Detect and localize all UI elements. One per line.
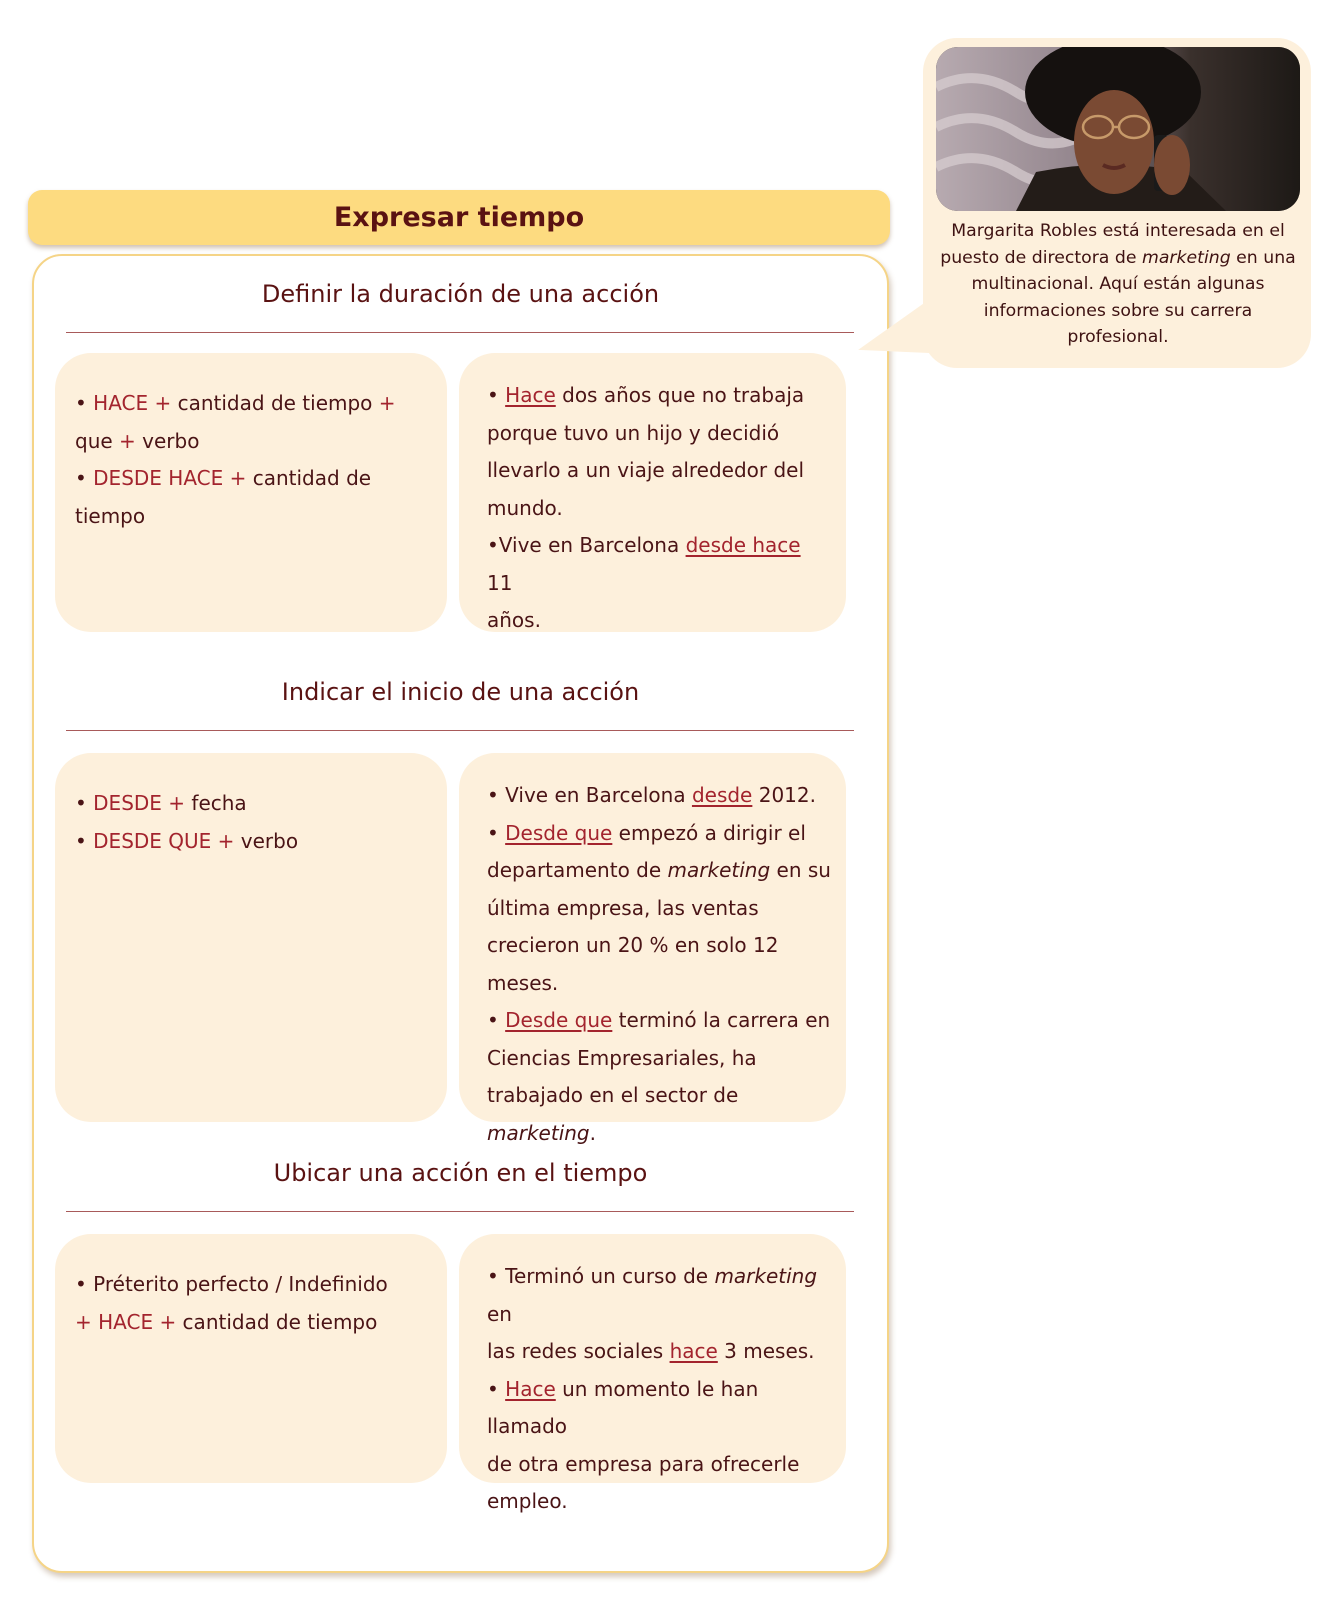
- example-text: • Terminó un curso de marketing en las redes sociales hace 3 meses. • Hace un momento le han llamado de otra empresa para ofrecerle empleo.: [487, 1264, 818, 1513]
- rule-text: • Préterito perfecto / Indefinido + HACE + cantidad de tiempo: [75, 1272, 388, 1334]
- keyword: DESDE QUE +: [93, 828, 235, 853]
- example-card-start: [459, 753, 846, 1145]
- example-text: • Hace dos años que no trabaja porque tuvo un hijo y decidió llevarlo a un viaje alrededor del mundo. •Vive en Barcelona desde hace 11 años.: [487, 383, 805, 632]
- section-divider: [66, 730, 854, 731]
- italic-term: marketing: [667, 858, 771, 882]
- rule-card-start: [55, 753, 447, 1122]
- highlighted-phrase: desde: [691, 783, 753, 807]
- keyword: HACE +: [93, 391, 172, 415]
- woman-on-phone-illustration: [936, 47, 1300, 211]
- italic-term: marketing: [714, 1264, 818, 1288]
- highlighted-phrase: desde hace: [685, 533, 801, 557]
- highlighted-phrase: Hace: [505, 383, 556, 407]
- keyword: +: [378, 391, 396, 415]
- example-text: • Vive en Barcelona desde 2012. • Desde que empezó a dirigir el departamento de marketing en su última empresa, las ventas crecieron un 20 % en solo 12 meses. • Desde que terminó la carrera en Ciencias Empresariales, ha trabajado en el sector de marketing.: [487, 783, 831, 1145]
- section-title-start: Indicar el inicio de una acción: [281, 678, 640, 706]
- italic-term: marketing: [487, 1120, 590, 1145]
- highlighted-phrase: Desde que: [505, 1008, 613, 1032]
- italic-term: marketing: [1142, 247, 1231, 268]
- example-card-locate: [459, 1234, 846, 1513]
- rule-text: • DESDE + fecha • DESDE QUE + verbo: [75, 791, 299, 853]
- keyword: +: [119, 428, 136, 453]
- section-divider: [66, 1211, 854, 1212]
- section-divider: [66, 332, 854, 333]
- page-title: Expresar tiempo: [28, 190, 890, 245]
- bubble-caption: Margarita Robles está interesada en el puesto de directora de marketing en una multinacional. Aquí están algunas informaciones sobre su carrera profesional.: [940, 221, 1296, 347]
- highlighted-phrase: hace: [669, 1339, 718, 1363]
- rule-card-duration: [55, 353, 447, 632]
- keyword: DESDE HACE +: [93, 466, 247, 490]
- example-card-duration: [459, 353, 846, 632]
- grammar-box: [32, 254, 889, 1573]
- rule-card-locate: [55, 1234, 447, 1483]
- profile-photo: [936, 47, 1300, 211]
- section-title-locate: Ubicar una acción en el tiempo: [273, 1159, 648, 1187]
- highlighted-phrase: Hace: [505, 1376, 556, 1401]
- speech-bubble: [923, 38, 1311, 368]
- highlighted-phrase: Desde que: [505, 820, 613, 845]
- keyword: DESDE +: [93, 791, 186, 815]
- keyword: + HACE +: [75, 1309, 177, 1334]
- section-title-duration: Definir la duración de una acción: [261, 280, 660, 308]
- rule-text: • HACE + cantidad de tiempo + que + verbo • DESDE HACE + cantidad de tiempo: [75, 391, 396, 528]
